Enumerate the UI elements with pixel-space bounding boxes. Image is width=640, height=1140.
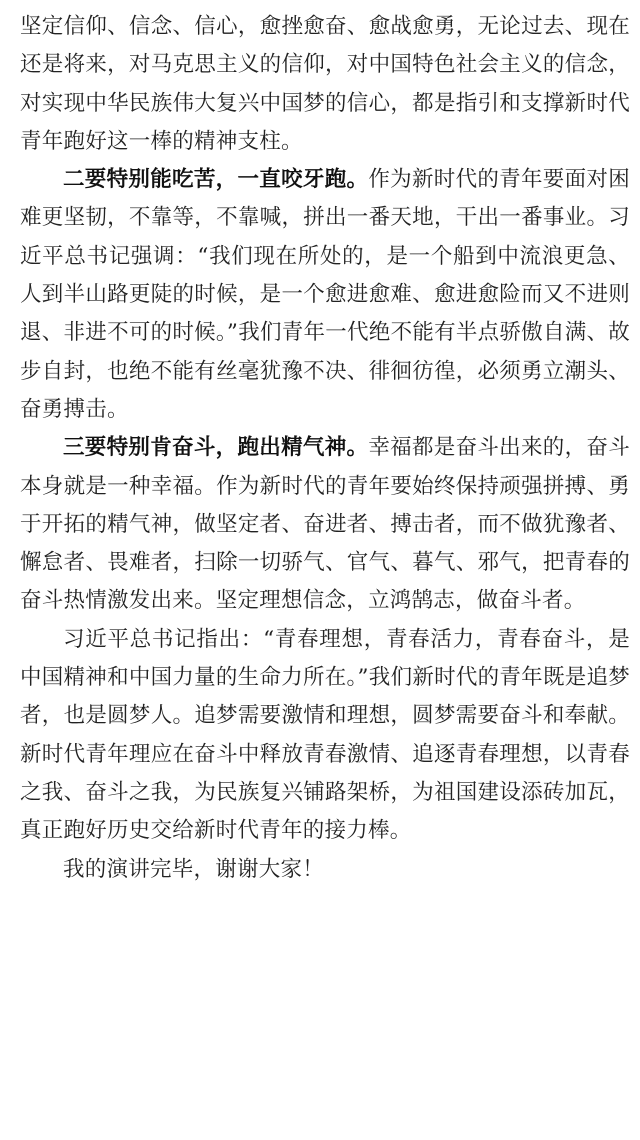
paragraph-faith: 坚定信仰、信念、信心，愈挫愈奋、愈战愈勇，无论过去、现在还是将来，对马克思主义的信仰，对中国特色社会主义的信念，对实现中华民族伟大复兴中国梦的信心，都是指引和支撑新时代青年跑好这一棒的精神支柱。 [20,14,630,154]
paragraph-youth-ideals: 习近平总书记指出：“青春理想，青春活力，青春奋斗，是中国精神和中国力量的生命力所在。”我们新时代的青年既是追梦者，也是圆梦人。追梦需要激情和理想，圆梦需要奋斗和奉献。新时代青年理应在奋斗中释放青春激情、追逐青春理想，以青春之我、奋斗之我，为民族复兴铺路架桥，为祖国建设添砖加瓦，真正跑好历史交给新时代青年的接力棒。 [20,626,630,844]
paragraph-hardship [20,161,630,429]
paragraph-struggle-body: 幸福都是奋斗出来的，奋斗本身就是一种幸福。作为新时代的青年要始终保持顽强拼搏、勇于开拓的精气神，做坚定者、奋进者、搏击者，而不做犹豫者、懈怠者、畏难者，扫除一切骄气、官气、暮气、邪气，把青春的奋斗热情激发出来。坚定理想信念，立鸿鹄志，做奋斗者。 [20,435,630,614]
paragraph-closing: 我的演讲完毕，谢谢大家！ [63,856,325,882]
speech-document [20,0,630,889]
paragraph-hardship-heading: 二要特别能吃苦，一直咬牙跑。 [63,167,369,193]
paragraph-struggle-heading: 三要特别肯奋斗，跑出精气神。 [63,435,369,461]
paragraph-struggle [20,429,630,620]
paragraph-hardship-body: 作为新时代的青年要面对困难更坚韧，不靠等，不靠喊，拼出一番天地，干出一番事业。习近平总书记强调：“我们现在所处的，是一个船到中流浪更急、人到半山路更陡的时候，是一个愈进愈难、愈进愈险而又不进则退、非进不可的时候。”我们青年一代绝不能有半点骄傲自满、故步自封，也绝不能有丝毫犹豫不决、徘徊彷徨，必须勇立潮头、奋勇搏击。 [20,167,630,422]
